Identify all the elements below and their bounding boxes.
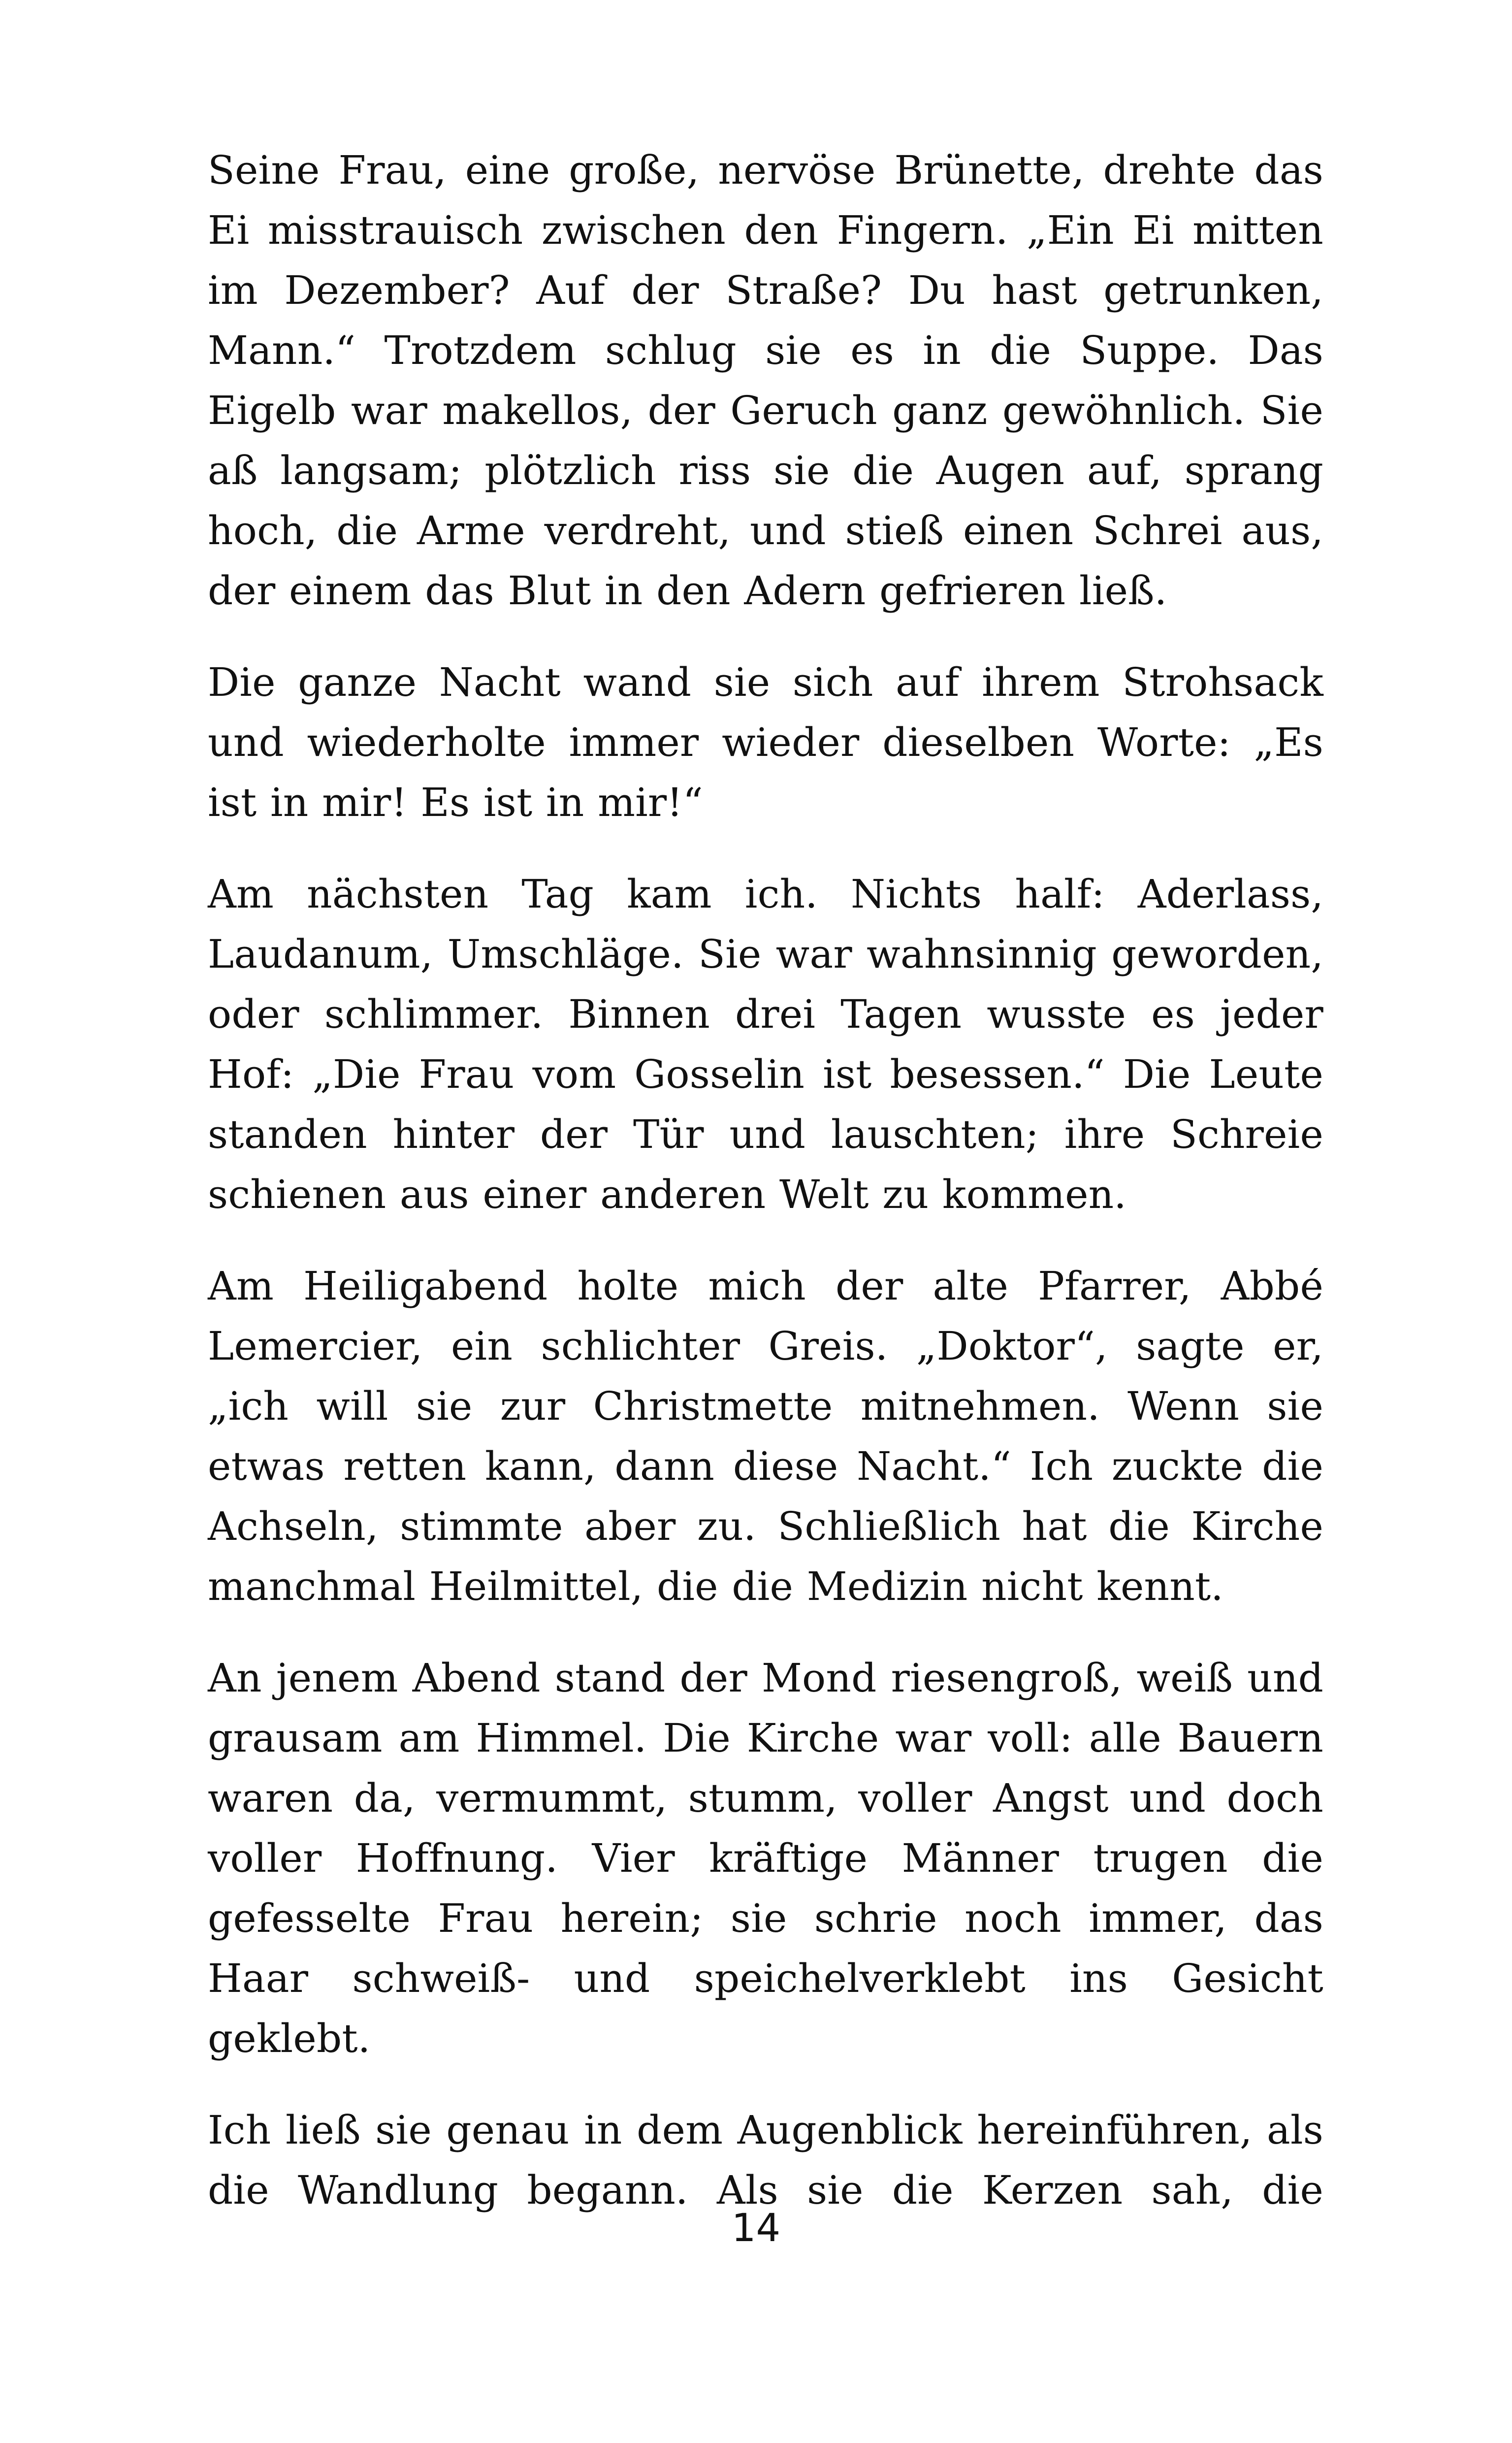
- paragraph-6: Ich ließ sie genau in dem Augenblick hereinführen, als die Wandlung begann. Als sie die Kerzen sah, die: [208, 2107, 1323, 2213]
- paragraph-1: Seine Frau, eine große, nervöse Brünette, drehte das Ei misstrauisch zwischen den Fingern. „Ein Ei mitten im Dezember? Auf der Straße? Du hast getrunken, Mann.“ Trotzdem schlug sie es in die Suppe. Das Eigelb war makellos, der Geruch ganz gewöhnlich. Sie aß langsam; plötzlich riss sie die Augen auf, sprang hoch, die Arme verdreht, und stieß einen Schrei aus, der einem das Blut in den Adern gefrieren ließ.: [208, 147, 1323, 614]
- paragraph-4: Am Heiligabend holte mich der alte Pfarrer, Abbé Lemercier, ein schlichter Greis. „Doktor“, sagte er, „ich will sie zur Christmette mitnehmen. Wenn sie etwas retten kann, dann diese Nacht.“ Ich zuckte die Achseln, stimmte aber zu. Schließlich hat die Kirche manchmal Heilmittel, die die Medizin nicht kennt.: [208, 1263, 1323, 1609]
- paragraph-5: An jenem Abend stand der Mond riesengroß, weiß und grausam am Himmel. Die Kirche war voll: alle Bauern waren da, vermummt, stumm, voller Angst und doch voller Hoffnung. Vier kräftige Männer trugen die gefesselte Frau herein; sie schrie noch immer, das Haar schweiß- und speichelverklebt ins Gesicht geklebt.: [208, 1655, 1323, 2061]
- page-number: 14: [731, 2206, 781, 2250]
- paragraph-2: Die ganze Nacht wand sie sich auf ihrem Strohsack und wiederholte immer wieder dieselben Worte: „Es ist in mir! Es ist in mir!“: [208, 659, 1323, 825]
- paragraph-3: Am nächsten Tag kam ich. Nichts half: Aderlass, Laudanum, Umschläge. Sie war wahnsinnig geworden, oder schlimmer. Binnen drei Tagen wusste es jeder Hof: „Die Frau vom Gosselin ist besessen.“ Die Leute standen hinter der Tür und lauschten; ihre Schreie schienen aus einer anderen Welt zu kommen.: [208, 871, 1323, 1217]
- body-text: [208, 140, 1323, 2220]
